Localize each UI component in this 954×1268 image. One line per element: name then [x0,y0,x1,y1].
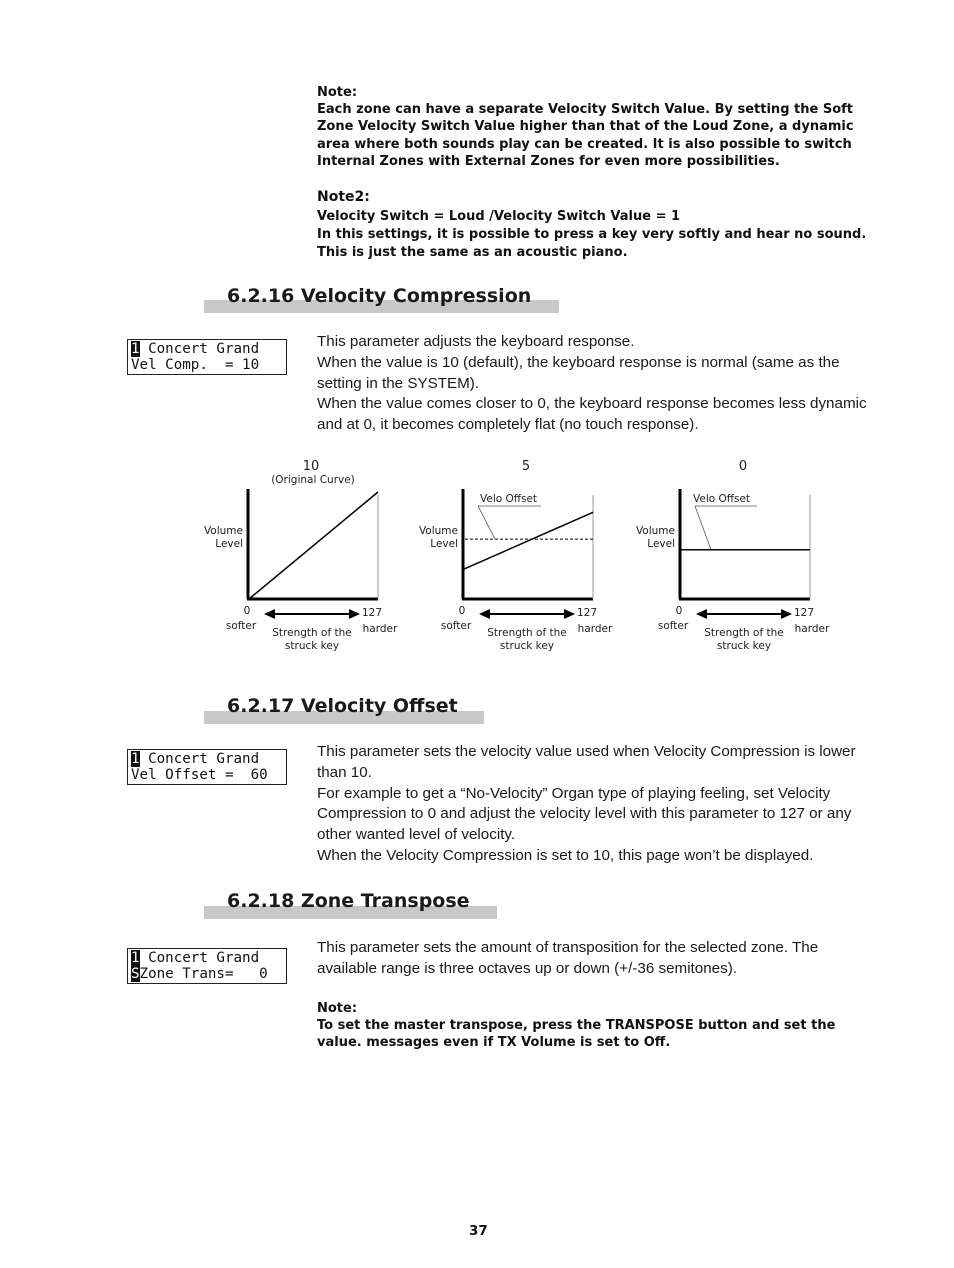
lcd-mode-badge: S [131,965,140,982]
page-number: 37 [469,1223,488,1239]
note2-line: Velocity Switch = Loud /Velocity Switch Value = 1 [317,209,681,224]
lcd-line-1: Concert Grand [139,950,260,966]
lcd-line-1: Concert Grand [139,341,260,357]
x-min-label: 0 [675,605,683,617]
graph-subtitle: (Original Curve) [271,474,355,486]
velo-offset-label: Velo Offset [693,493,751,505]
note2-body [317,208,877,261]
arrow-right-head [564,609,575,619]
x-caption: Strength of the [704,627,784,639]
section-heading-velocity-offset: 6.2.17 Velocity Offset [227,695,458,717]
x-caption: struck key [499,640,555,652]
velocity-curve [249,492,378,599]
arrow-left-head [696,609,707,619]
note-line: Zone Velocity Switch Value higher than that of the Loud Zone, a dynamic [317,119,854,135]
y-axis-label: Volume [203,525,243,537]
bottom-note-body [317,1017,877,1052]
graph-title: 0 [738,459,748,474]
lcd-zone-badge: 1 [131,950,140,966]
x-min-label: 0 [243,605,251,617]
arrow-left-head [479,609,490,619]
section-text-velocity-compression [317,332,869,436]
harder-label: harder [577,623,613,635]
y-axis-label: Level [215,538,243,550]
paragraph: When the value is 10 (default), the keyboard response is normal (same as the setting in the SYSTEM). [317,353,840,392]
lcd-zone-badge: 1 [131,341,140,357]
velo-offset-label: Velo Offset [480,493,538,505]
x-caption: Strength of the [272,627,352,639]
note2-line: In this settings, it is possible to press a key very softly and hear no sound. [317,226,867,242]
x-caption: struck key [284,640,340,652]
harder-label: harder [362,623,398,635]
x-caption: Strength of the [487,627,567,639]
lcd-line-2: Zone Trans= 0 [139,965,268,982]
note-title: Note: [317,85,358,100]
note-line: To set the master transpose, press the TRANSPOSE button and set the [317,1018,836,1033]
bottom-note-title: Note: [317,1001,358,1016]
softer-label: softer [225,620,257,632]
note-line: area where both sounds play can be created. It is also possible to switch [317,136,852,152]
lcd-zone-badge: 1 [131,751,140,767]
note-line: value. messages even if TX Volume is set to Off. [317,1035,671,1051]
note2-title: Note2: [317,189,370,205]
arrow-right-head [781,609,792,619]
paragraph: This parameter sets the velocity value used when Velocity Compression is lower than 10. [317,743,856,781]
x-min-label: 0 [458,605,466,617]
arrow-left-head [264,609,275,619]
arrow-right-head [349,609,360,619]
harder-label: harder [794,623,830,635]
note2-line: This is just the same as an acoustic piano. [317,244,628,260]
lcd-display-velocity-compression [127,339,287,375]
graph-title: 5 [521,459,531,474]
section-heading-velocity-compression: 6.2.16 Velocity Compression [227,285,532,307]
lcd-line-1: Concert Grand [139,751,260,767]
x-max-label: 127 [361,607,383,619]
label-pointer [695,506,711,550]
lcd-display-zone-transpose [127,948,287,984]
x-caption: struck key [716,640,772,652]
graph-title: 10 [302,459,320,474]
lcd-line-2: Vel Comp. = 10 [131,356,260,373]
softer-label: softer [657,620,689,632]
velocity-graph [419,459,613,652]
paragraph: This parameter adjusts the keyboard response. [317,333,635,350]
label-pointer [478,506,495,539]
y-axis-label: Level [430,538,458,550]
velocity-curve-diagrams [195,452,845,662]
x-max-label: 127 [793,607,815,619]
section-text-zone-transpose [317,938,869,980]
section-heading-zone-transpose: 6.2.18 Zone Transpose [227,890,470,912]
x-max-label: 127 [576,607,598,619]
y-axis-label: Volume [635,525,675,537]
velocity-graph [636,459,830,652]
paragraph: For example to get a “No-Velocity” Organ type of playing feeling, set Velocity Compression to 0 and adjust the velocity level with this parameter to 127 or any other wanted level of velocity. [317,784,852,844]
lcd-line-2: Vel Offset = 60 [131,766,268,783]
y-axis-label: Level [647,538,675,550]
velocity-graph [204,459,398,652]
note-line: Internal Zones with External Zones for even more possibilities. [317,153,780,169]
paragraph: When the value comes closer to 0, the keyboard response becomes less dynamic and at 0, it becomes completely flat (no touch response). [317,395,867,434]
note-body [317,101,877,170]
y-axis-label: Volume [418,525,458,537]
paragraph: This parameter sets the amount of transposition for the selected zone. The available range is three octaves up or down (+/-36 semitones). [317,939,819,977]
lcd-display-velocity-offset [127,749,287,785]
paragraph: When the Velocity Compression is set to 10, this page won’t be displayed. [317,846,814,864]
softer-label: softer [440,620,472,632]
section-text-velocity-offset [317,742,869,867]
velocity-curve [464,512,593,569]
note-line: Each zone can have a separate Velocity Switch Value. By setting the Soft [317,102,853,117]
